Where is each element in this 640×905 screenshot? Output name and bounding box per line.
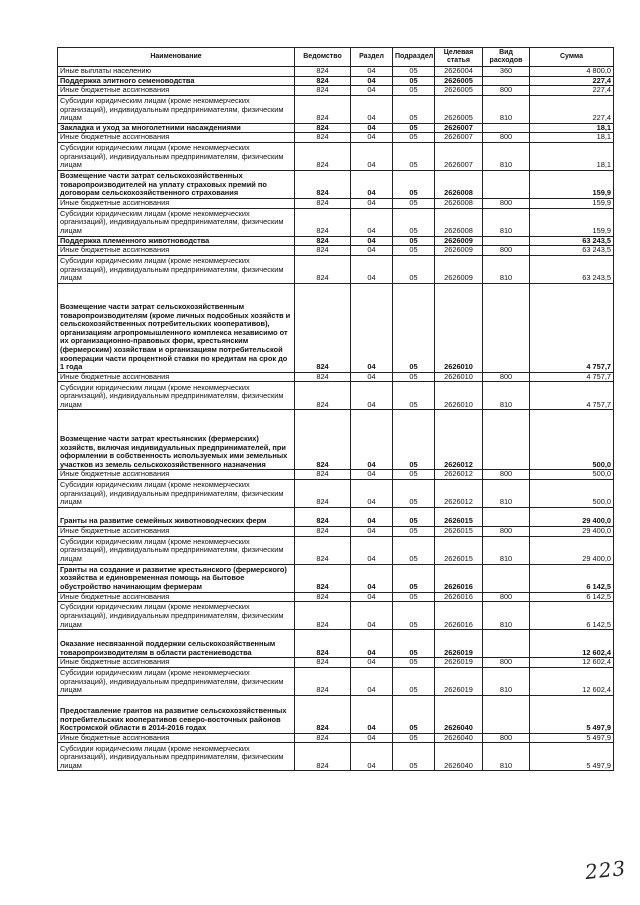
row-name: Гранты на развитие семейных животноводческих ферм xyxy=(58,507,295,526)
row-name: Иные бюджетные ассигнования xyxy=(58,198,295,208)
row-name: Оказание несвязанной поддержки сельскохозяйственным товаропроизводителям в области растениеводства xyxy=(58,630,295,658)
row-subsection: 05 xyxy=(393,602,435,630)
row-subsection: 05 xyxy=(393,743,435,771)
row-name: Предоставление грантов на развитие сельскохозяйственных потребительских кооперативов северо-восточных районов Костромской области в 2014-2016 годах xyxy=(58,695,295,733)
row-dept: 824 xyxy=(295,658,351,668)
row-name: Субсидии юридическим лицам (кроме некоммерческих организаций), индивидуальным предпринимателям, физическим лицам xyxy=(58,208,295,236)
row-target: 2626040 xyxy=(435,733,483,743)
row-dept: 824 xyxy=(295,410,351,470)
row-type: 810 xyxy=(483,382,530,410)
row-section: 04 xyxy=(351,667,393,695)
table-row xyxy=(58,470,614,480)
table-row xyxy=(58,142,614,170)
row-section: 04 xyxy=(351,208,393,236)
row-target: 2626015 xyxy=(435,526,483,536)
row-section: 04 xyxy=(351,123,393,133)
row-subsection: 05 xyxy=(393,208,435,236)
row-section: 04 xyxy=(351,86,393,96)
row-type: 800 xyxy=(483,733,530,743)
row-dept: 824 xyxy=(295,170,351,198)
row-name: Субсидии юридическим лицам (кроме некоммерческих организаций), индивидуальным предпринимателям, физическим лицам xyxy=(58,602,295,630)
row-sum: 227,4 xyxy=(530,95,614,123)
row-name: Закладка и уход за многолетними насаждениями xyxy=(58,123,295,133)
row-sum: 159,9 xyxy=(530,170,614,198)
row-dept: 824 xyxy=(295,733,351,743)
table-row xyxy=(58,86,614,96)
row-name: Иные бюджетные ассигнования xyxy=(58,526,295,536)
row-dept: 824 xyxy=(295,133,351,143)
table-row xyxy=(58,170,614,198)
table-body xyxy=(58,67,614,771)
header-section: Раздел xyxy=(351,48,393,67)
row-dept: 824 xyxy=(295,283,351,372)
row-name: Поддержка элитного семеноводства xyxy=(58,76,295,86)
row-type: 810 xyxy=(483,142,530,170)
row-subsection: 05 xyxy=(393,76,435,86)
row-section: 04 xyxy=(351,536,393,564)
header-dept: Ведомство xyxy=(295,48,351,67)
row-section: 04 xyxy=(351,564,393,592)
row-dept: 824 xyxy=(295,76,351,86)
row-dept: 824 xyxy=(295,382,351,410)
row-sum: 500,0 xyxy=(530,410,614,470)
row-dept: 824 xyxy=(295,667,351,695)
row-target: 2626019 xyxy=(435,658,483,668)
row-section: 04 xyxy=(351,198,393,208)
row-target: 2626007 xyxy=(435,123,483,133)
row-subsection: 05 xyxy=(393,123,435,133)
table-row xyxy=(58,536,614,564)
row-subsection: 05 xyxy=(393,67,435,77)
header-target: Целевая статья xyxy=(435,48,483,67)
row-name: Возмещение части затрат крестьянских (фермерских) хозяйств, включая индивидуальных предпринимателей, при оформлении в собственность используемых ими земельных участков из земель сельскохозяйственного назначения xyxy=(58,410,295,470)
row-type xyxy=(483,170,530,198)
row-subsection: 05 xyxy=(393,695,435,733)
row-section: 04 xyxy=(351,67,393,77)
row-target: 2626010 xyxy=(435,372,483,382)
table-row xyxy=(58,410,614,470)
row-target: 2626007 xyxy=(435,133,483,143)
row-sum: 4 800,0 xyxy=(530,67,614,77)
row-name: Иные бюджетные ассигнования xyxy=(58,86,295,96)
table-row xyxy=(58,372,614,382)
table-row xyxy=(58,630,614,658)
header-subsection: Подраздел xyxy=(393,48,435,67)
row-name: Субсидии юридическим лицам (кроме некоммерческих организаций), индивидуальным предпринимателям, физическим лицам xyxy=(58,743,295,771)
row-subsection: 05 xyxy=(393,142,435,170)
row-name: Субсидии юридическим лицам (кроме некоммерческих организаций), индивидуальным предпринимателям, физическим лицам xyxy=(58,382,295,410)
row-sum: 6 142,5 xyxy=(530,564,614,592)
row-dept: 824 xyxy=(295,479,351,507)
row-section: 04 xyxy=(351,236,393,246)
row-type: 810 xyxy=(483,95,530,123)
row-type: 800 xyxy=(483,470,530,480)
row-sum: 29 400,0 xyxy=(530,536,614,564)
row-sum: 29 400,0 xyxy=(530,526,614,536)
row-type: 360 xyxy=(483,67,530,77)
row-type xyxy=(483,283,530,372)
row-sum: 227,4 xyxy=(530,86,614,96)
table-row xyxy=(58,592,614,602)
row-section: 04 xyxy=(351,76,393,86)
row-name: Гранты на создание и развитие крестьянского (фермерского) хозяйства и единовременная помощь на бытовое обустройство начинающим фермерам xyxy=(58,564,295,592)
row-dept: 824 xyxy=(295,208,351,236)
table-row xyxy=(58,695,614,733)
table-row xyxy=(58,255,614,283)
row-target: 2626019 xyxy=(435,630,483,658)
row-type: 810 xyxy=(483,208,530,236)
row-name: Субсидии юридическим лицам (кроме некоммерческих организаций), индивидуальным предпринимателям, физическим лицам xyxy=(58,479,295,507)
row-name: Субсидии юридическим лицам (кроме некоммерческих организаций), индивидуальным предпринимателям, физическим лицам xyxy=(58,142,295,170)
row-dept: 824 xyxy=(295,198,351,208)
row-section: 04 xyxy=(351,526,393,536)
row-name: Иные бюджетные ассигнования xyxy=(58,470,295,480)
row-type: 800 xyxy=(483,86,530,96)
row-subsection: 05 xyxy=(393,658,435,668)
row-subsection: 05 xyxy=(393,564,435,592)
row-type: 800 xyxy=(483,133,530,143)
row-subsection: 05 xyxy=(393,526,435,536)
row-target: 2626040 xyxy=(435,695,483,733)
row-subsection: 05 xyxy=(393,95,435,123)
row-subsection: 05 xyxy=(393,410,435,470)
row-sum: 12 602,4 xyxy=(530,667,614,695)
row-name: Субсидии юридическим лицам (кроме некоммерческих организаций), индивидуальным предпринимателям, физическим лицам xyxy=(58,667,295,695)
row-section: 04 xyxy=(351,372,393,382)
row-sum: 29 400,0 xyxy=(530,507,614,526)
row-section: 04 xyxy=(351,743,393,771)
table-row xyxy=(58,733,614,743)
table-row xyxy=(58,198,614,208)
row-name: Субсидии юридическим лицам (кроме некоммерческих организаций), индивидуальным предпринимателям, физическим лицам xyxy=(58,255,295,283)
row-dept: 824 xyxy=(295,507,351,526)
row-subsection: 05 xyxy=(393,255,435,283)
row-dept: 824 xyxy=(295,602,351,630)
row-section: 04 xyxy=(351,170,393,198)
row-target: 2626004 xyxy=(435,67,483,77)
row-subsection: 05 xyxy=(393,536,435,564)
row-sum: 18,1 xyxy=(530,133,614,143)
row-sum: 18,1 xyxy=(530,123,614,133)
header-sum: Сумма xyxy=(530,48,614,67)
row-name: Иные бюджетные ассигнования xyxy=(58,133,295,143)
row-dept: 824 xyxy=(295,246,351,256)
row-dept: 824 xyxy=(295,255,351,283)
row-name: Поддержка племенного животноводства xyxy=(58,236,295,246)
row-section: 04 xyxy=(351,255,393,283)
row-target: 2626007 xyxy=(435,142,483,170)
row-section: 04 xyxy=(351,470,393,480)
row-section: 04 xyxy=(351,630,393,658)
row-subsection: 05 xyxy=(393,372,435,382)
row-dept: 824 xyxy=(295,86,351,96)
row-target: 2626008 xyxy=(435,198,483,208)
row-section: 04 xyxy=(351,507,393,526)
row-type: 810 xyxy=(483,667,530,695)
row-sum: 5 497,9 xyxy=(530,695,614,733)
table-row xyxy=(58,743,614,771)
row-sum: 63 243,5 xyxy=(530,255,614,283)
row-section: 04 xyxy=(351,382,393,410)
row-target: 2626005 xyxy=(435,95,483,123)
row-target: 2626010 xyxy=(435,283,483,372)
row-dept: 824 xyxy=(295,695,351,733)
table-row xyxy=(58,67,614,77)
row-subsection: 05 xyxy=(393,470,435,480)
header-type: Вид расходов xyxy=(483,48,530,67)
row-target: 2626008 xyxy=(435,208,483,236)
row-type: 800 xyxy=(483,658,530,668)
table-row xyxy=(58,95,614,123)
row-target: 2626009 xyxy=(435,236,483,246)
row-subsection: 05 xyxy=(393,382,435,410)
table-header-row xyxy=(58,48,614,67)
row-name: Иные бюджетные ассигнования xyxy=(58,733,295,743)
row-subsection: 05 xyxy=(393,133,435,143)
row-type: 800 xyxy=(483,592,530,602)
row-dept: 824 xyxy=(295,526,351,536)
row-dept: 824 xyxy=(295,372,351,382)
row-section: 04 xyxy=(351,283,393,372)
row-target: 2626005 xyxy=(435,76,483,86)
row-sum: 500,0 xyxy=(530,479,614,507)
row-subsection: 05 xyxy=(393,246,435,256)
row-type xyxy=(483,507,530,526)
row-target: 2626005 xyxy=(435,86,483,96)
table-row xyxy=(58,526,614,536)
row-sum: 18,1 xyxy=(530,142,614,170)
row-dept: 824 xyxy=(295,95,351,123)
row-target: 2626012 xyxy=(435,470,483,480)
row-subsection: 05 xyxy=(393,236,435,246)
row-type: 800 xyxy=(483,526,530,536)
table-row xyxy=(58,667,614,695)
row-sum: 4 757,7 xyxy=(530,372,614,382)
row-target: 2626019 xyxy=(435,667,483,695)
row-subsection: 05 xyxy=(393,170,435,198)
table-row xyxy=(58,658,614,668)
table-row xyxy=(58,507,614,526)
row-type: 800 xyxy=(483,246,530,256)
row-sum: 5 497,9 xyxy=(530,743,614,771)
row-name: Иные бюджетные ассигнования xyxy=(58,372,295,382)
row-name: Иные бюджетные ассигнования xyxy=(58,658,295,668)
row-type: 800 xyxy=(483,198,530,208)
row-dept: 824 xyxy=(295,743,351,771)
row-sum: 63 243,5 xyxy=(530,246,614,256)
row-section: 04 xyxy=(351,479,393,507)
row-name: Иные бюджетные ассигнования xyxy=(58,246,295,256)
row-section: 04 xyxy=(351,95,393,123)
row-sum: 6 142,5 xyxy=(530,592,614,602)
row-section: 04 xyxy=(351,592,393,602)
row-target: 2626015 xyxy=(435,536,483,564)
row-subsection: 05 xyxy=(393,198,435,208)
budget-table xyxy=(57,47,614,771)
row-dept: 824 xyxy=(295,630,351,658)
row-subsection: 05 xyxy=(393,479,435,507)
row-sum: 12 602,4 xyxy=(530,630,614,658)
row-sum: 63 243,5 xyxy=(530,236,614,246)
row-subsection: 05 xyxy=(393,667,435,695)
table-row xyxy=(58,382,614,410)
row-sum: 500,0 xyxy=(530,470,614,480)
row-type xyxy=(483,695,530,733)
row-dept: 824 xyxy=(295,67,351,77)
row-dept: 824 xyxy=(295,470,351,480)
row-target: 2626008 xyxy=(435,170,483,198)
row-type xyxy=(483,410,530,470)
table-row xyxy=(58,246,614,256)
row-section: 04 xyxy=(351,142,393,170)
row-target: 2626016 xyxy=(435,592,483,602)
row-dept: 824 xyxy=(295,592,351,602)
row-type: 810 xyxy=(483,602,530,630)
table-row xyxy=(58,133,614,143)
row-section: 04 xyxy=(351,733,393,743)
row-section: 04 xyxy=(351,602,393,630)
row-dept: 824 xyxy=(295,142,351,170)
row-sum: 227,4 xyxy=(530,76,614,86)
row-type xyxy=(483,564,530,592)
row-target: 2626009 xyxy=(435,255,483,283)
row-subsection: 05 xyxy=(393,630,435,658)
row-sum: 5 497,9 xyxy=(530,733,614,743)
row-target: 2626010 xyxy=(435,382,483,410)
row-subsection: 05 xyxy=(393,592,435,602)
row-section: 04 xyxy=(351,133,393,143)
row-target: 2626012 xyxy=(435,479,483,507)
table-row xyxy=(58,602,614,630)
row-dept: 824 xyxy=(295,236,351,246)
row-dept: 824 xyxy=(295,123,351,133)
row-target: 2626040 xyxy=(435,743,483,771)
row-name: Субсидии юридическим лицам (кроме некоммерческих организаций), индивидуальным предпринимателям, физическим лицам xyxy=(58,95,295,123)
page-number: 223 xyxy=(583,855,628,885)
row-type: 800 xyxy=(483,372,530,382)
row-target: 2626016 xyxy=(435,564,483,592)
row-target: 2626012 xyxy=(435,410,483,470)
row-name: Возмещение части затрат сельскохозяйственным товаропроизводителям (кроме личных подсобных хозяйств и сельскохозяйственных потребительских кооперативов), организациям агропромышленного комплекса независимо от их организационно-правовых форм, крестьянским (фермерским) хозяйствам и организациям потребительской кооперации части процентной ставки по кредитам на срок до 1 года xyxy=(58,283,295,372)
row-section: 04 xyxy=(351,695,393,733)
row-sum: 12 602,4 xyxy=(530,658,614,668)
row-target: 2626009 xyxy=(435,246,483,256)
row-sum: 6 142,5 xyxy=(530,602,614,630)
row-name: Иные бюджетные ассигнования xyxy=(58,592,295,602)
row-section: 04 xyxy=(351,658,393,668)
table-row xyxy=(58,479,614,507)
row-sum: 159,9 xyxy=(530,208,614,236)
row-sum: 4 757,7 xyxy=(530,382,614,410)
row-type: 810 xyxy=(483,536,530,564)
row-subsection: 05 xyxy=(393,86,435,96)
row-subsection: 05 xyxy=(393,733,435,743)
row-dept: 824 xyxy=(295,536,351,564)
row-name: Субсидии юридическим лицам (кроме некоммерческих организаций), индивидуальным предпринимателям, физическим лицам xyxy=(58,536,295,564)
row-sum: 159,9 xyxy=(530,198,614,208)
row-section: 04 xyxy=(351,410,393,470)
row-type: 810 xyxy=(483,255,530,283)
table-row xyxy=(58,564,614,592)
row-type: 810 xyxy=(483,479,530,507)
row-name: Иные выплаты населению xyxy=(58,67,295,77)
row-section: 04 xyxy=(351,246,393,256)
row-dept: 824 xyxy=(295,564,351,592)
row-subsection: 05 xyxy=(393,507,435,526)
row-target: 2626016 xyxy=(435,602,483,630)
table-row xyxy=(58,283,614,372)
row-sum: 4 757,7 xyxy=(530,283,614,372)
header-name: Наименование xyxy=(58,48,295,67)
table-row xyxy=(58,208,614,236)
row-type: 810 xyxy=(483,743,530,771)
row-name: Возмещение части затрат сельскохозяйственных товаропроизводителей на уплату страховых премий по договорам сельскохозяйственного страхования xyxy=(58,170,295,198)
row-subsection: 05 xyxy=(393,283,435,372)
row-type xyxy=(483,630,530,658)
row-target: 2626015 xyxy=(435,507,483,526)
